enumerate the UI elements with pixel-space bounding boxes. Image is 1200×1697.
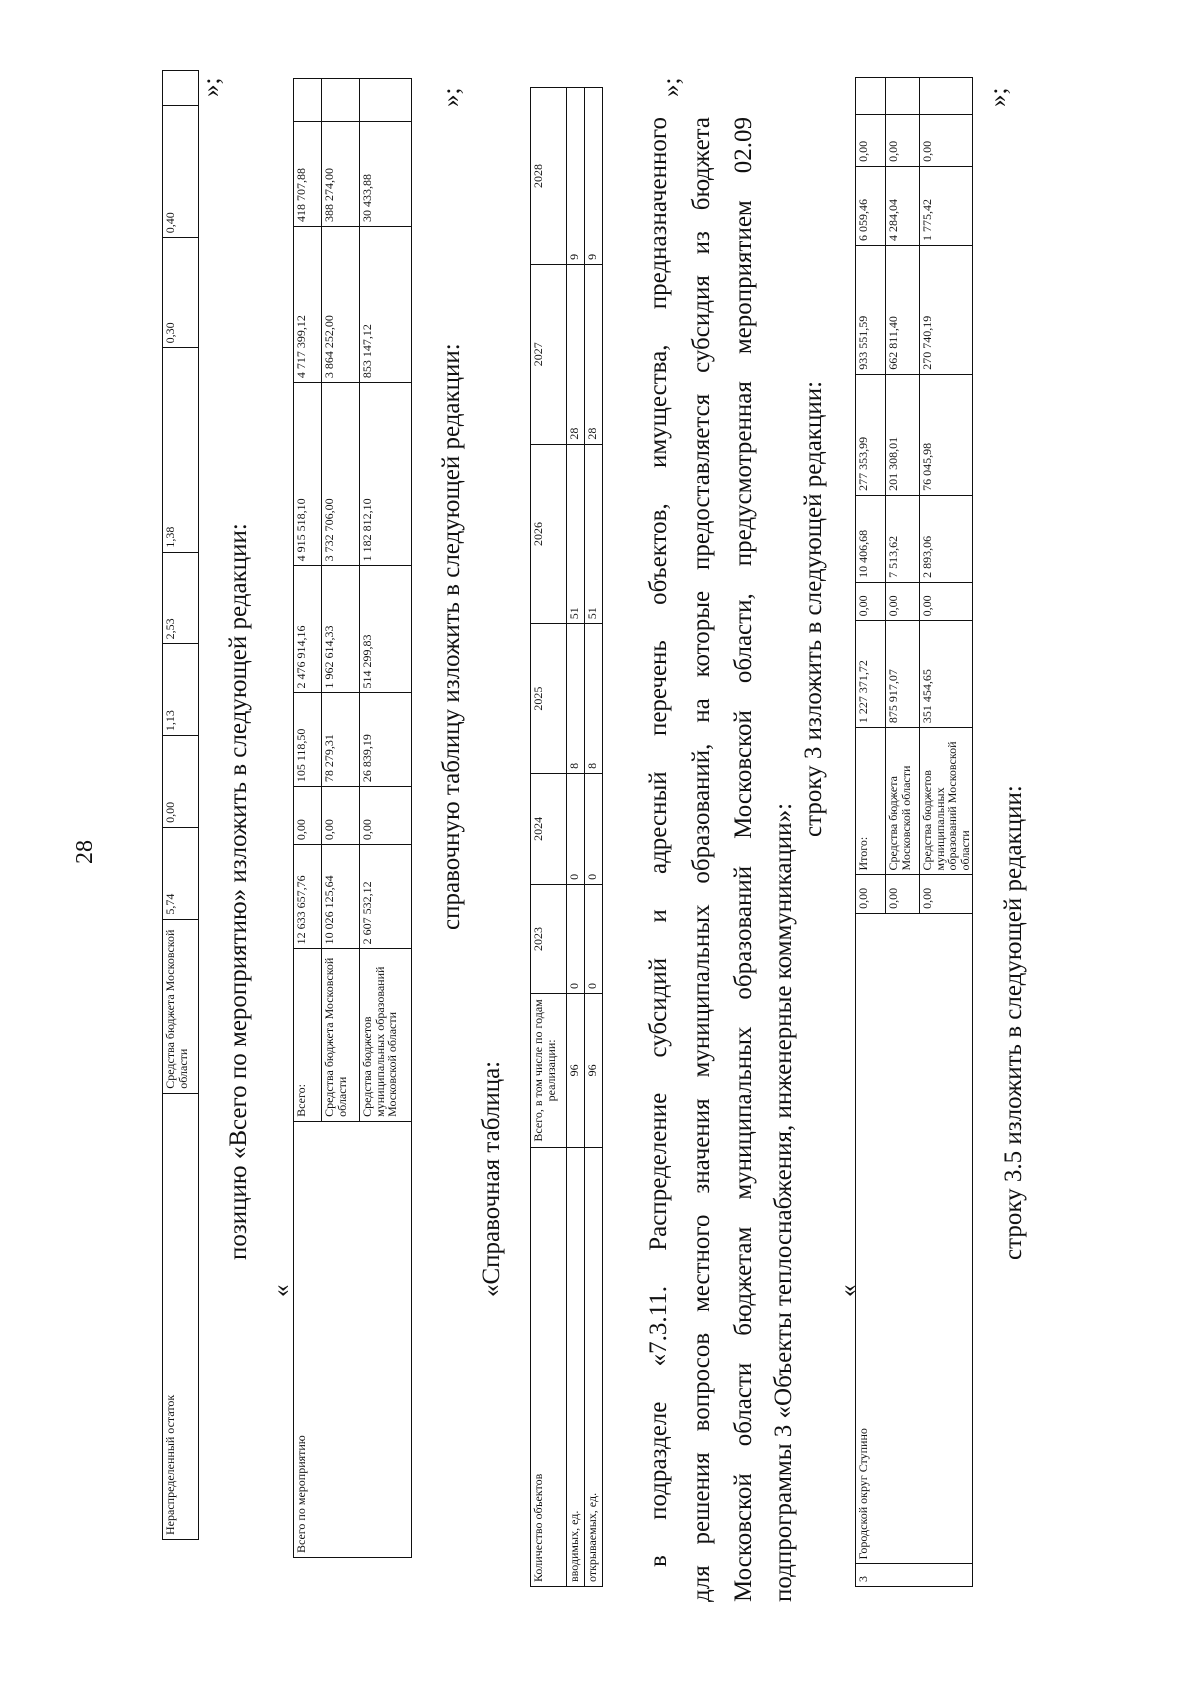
value-cell: 26 839,19	[360, 693, 412, 787]
value-cell: 5,74	[163, 827, 199, 919]
value-cell: 78 279,31	[322, 693, 360, 787]
year-header: 2025	[531, 624, 567, 774]
paragraph-subsection-line-4: подпрограммы 3 «Объекты теплоснабжения, инженерные коммуникации»:	[770, 802, 797, 1602]
paragraph-reference-table: справочную таблицу изложить в следующей редакции:	[438, 343, 465, 930]
empty-cell	[360, 79, 412, 122]
value-cell: 1,38	[163, 348, 199, 552]
source-label: Средства бюджета Московской области	[886, 728, 920, 875]
value-cell: 1 775,42	[920, 166, 973, 245]
value-cell: 0,00	[920, 115, 973, 167]
value-cell: 10 406,68	[856, 495, 886, 582]
source-label: Итого:	[856, 728, 886, 875]
value-cell: 0,00	[856, 115, 886, 167]
paragraph-row-3: строку 3 изложить в следующей редакции:	[800, 380, 827, 837]
header-label: Количество объектов	[531, 1147, 567, 1586]
value-cell: 7 513,62	[886, 495, 920, 582]
value-cell: 9	[585, 88, 603, 265]
open-quote: «	[268, 1284, 295, 1297]
value-cell: 4 915 518,10	[294, 383, 322, 566]
close-quote: »;	[985, 87, 1012, 107]
paragraph-row-3-5: строку 3.5 изложить в следующей редакции:	[1000, 785, 1027, 1260]
value-cell: 1 962 614,33	[322, 566, 360, 693]
value-cell: 418 707,88	[294, 122, 322, 227]
close-quote: »;	[658, 77, 685, 97]
value-cell: 4 717 399,12	[294, 227, 322, 383]
reference-table	[530, 87, 603, 1587]
year-header: 2023	[531, 884, 567, 993]
table-row	[585, 88, 603, 1587]
value-cell: 8	[567, 624, 585, 774]
row-label: открываемых, ед.	[585, 1147, 603, 1586]
source-label: Всего:	[294, 949, 322, 1121]
reference-table-heading: «Справочная таблица:	[478, 1060, 505, 1297]
value-cell: 875 917,07	[886, 621, 920, 728]
value-cell: 0,00	[360, 787, 412, 845]
row-label: вводимых, ед.	[567, 1147, 585, 1586]
row-number: 3	[856, 1564, 973, 1587]
table-row	[294, 79, 322, 1558]
value-cell: 2,53	[163, 552, 199, 644]
paragraph-total-position: позицию «Всего по мероприятию» изложить в следующей редакции:	[225, 523, 252, 1260]
value-cell: 277 353,99	[856, 374, 886, 495]
value-cell: 4 284,04	[886, 166, 920, 245]
year-header: 2027	[531, 264, 567, 444]
year-header: 2024	[531, 773, 567, 884]
value-cell: 0,00	[886, 582, 920, 620]
value-cell: 351 454,65	[920, 621, 973, 728]
year-header: 2026	[531, 444, 567, 624]
value-cell: 2 607 532,12	[360, 845, 412, 949]
header-total: Всего, в том числе по годам реализации:	[531, 994, 567, 1148]
empty-cell	[920, 78, 973, 115]
value-cell: 51	[567, 444, 585, 624]
value-cell: 933 551,59	[856, 245, 886, 374]
value-cell: 30 433,88	[360, 122, 412, 227]
year-header: 2028	[531, 88, 567, 265]
table-row	[856, 78, 886, 1587]
value-cell: 0,00	[856, 582, 886, 620]
value-cell: 1,13	[163, 644, 199, 736]
empty-cell	[322, 79, 360, 122]
value-cell: 0,00	[856, 875, 886, 913]
value-cell: 28	[567, 264, 585, 444]
value-cell: 3 864 252,00	[322, 227, 360, 383]
value-cell: 662 811,40	[886, 245, 920, 374]
value-cell: 2 893,06	[920, 495, 973, 582]
value-cell: 0,00	[163, 736, 199, 828]
value-cell: 6 059,46	[856, 166, 886, 245]
value-cell: 0,00	[920, 875, 973, 913]
value-cell: 0,00	[294, 787, 322, 845]
value-cell: 0,00	[920, 582, 973, 620]
value-cell: 2 476 914,16	[294, 566, 322, 693]
source-label: Средства бюджета Московской области	[163, 919, 199, 1093]
value-cell: 201 308,01	[886, 374, 920, 495]
paragraph-subsection-line-2: для решения вопросов местного значения муниципальных образований, на которые предоставляется субсидия из бюджета	[688, 117, 715, 1602]
value-cell: 96	[585, 994, 603, 1148]
value-cell: 28	[585, 264, 603, 444]
municipality-name: Городской округ Ступино	[856, 913, 973, 1564]
close-quote: »;	[438, 87, 465, 107]
empty-cell	[294, 79, 322, 122]
value-cell: 12 633 657,76	[294, 845, 322, 949]
paragraph-subsection-line-3: Московской области бюджетам муниципальных образований Московской области, предусмотренная мероприятием 02.09	[730, 117, 757, 1602]
value-cell: 0,40	[163, 105, 199, 237]
value-cell: 0	[567, 884, 585, 993]
row-label: Всего по мероприятию	[294, 1121, 412, 1557]
value-cell: 3 732 706,00	[322, 383, 360, 566]
table-row	[163, 71, 199, 1540]
value-cell: 96	[567, 994, 585, 1148]
close-quote: »;	[198, 77, 225, 97]
value-cell: 10 026 125,64	[322, 845, 360, 949]
value-cell: 0,30	[163, 238, 199, 348]
value-cell: 0	[585, 773, 603, 884]
value-cell: 8	[585, 624, 603, 774]
value-cell: 9	[567, 88, 585, 265]
value-cell: 0,00	[886, 115, 920, 167]
value-cell: 1 227 371,72	[856, 621, 886, 728]
table-row	[567, 88, 585, 1587]
value-cell: 270 740,19	[920, 245, 973, 374]
table-remainder	[162, 70, 199, 1540]
source-label: Средства бюджетов муниципальных образований Московской области	[360, 949, 412, 1121]
value-cell: 1 182 812,10	[360, 383, 412, 566]
value-cell: 0	[585, 884, 603, 993]
value-cell: 76 045,98	[920, 374, 973, 495]
table-total-by-measure	[293, 78, 412, 1558]
empty-cell	[886, 78, 920, 115]
table-row-3	[855, 77, 973, 1587]
value-cell: 0	[567, 773, 585, 884]
value-cell: 51	[585, 444, 603, 624]
open-quote: «	[835, 1284, 862, 1297]
source-label: Средства бюджетов муниципальных образований Московской области	[920, 728, 973, 875]
empty-cell	[163, 71, 199, 106]
page-number: 28	[72, 840, 98, 864]
paragraph-subsection-line-1: в подразделе «7.3.11. Распределение субсидий и адресный перечень объектов, имущества, предназначенного	[645, 117, 672, 1567]
value-cell: 0,00	[322, 787, 360, 845]
value-cell: 105 118,50	[294, 693, 322, 787]
value-cell: 514 299,83	[360, 566, 412, 693]
value-cell: 388 274,00	[322, 122, 360, 227]
value-cell: 0,00	[886, 875, 920, 913]
value-cell: 853 147,12	[360, 227, 412, 383]
empty-cell	[856, 78, 886, 115]
row-label: Нераспределенный остаток	[163, 1093, 199, 1539]
table-header-row	[531, 88, 567, 1587]
source-label: Средства бюджета Московской области	[322, 949, 360, 1121]
